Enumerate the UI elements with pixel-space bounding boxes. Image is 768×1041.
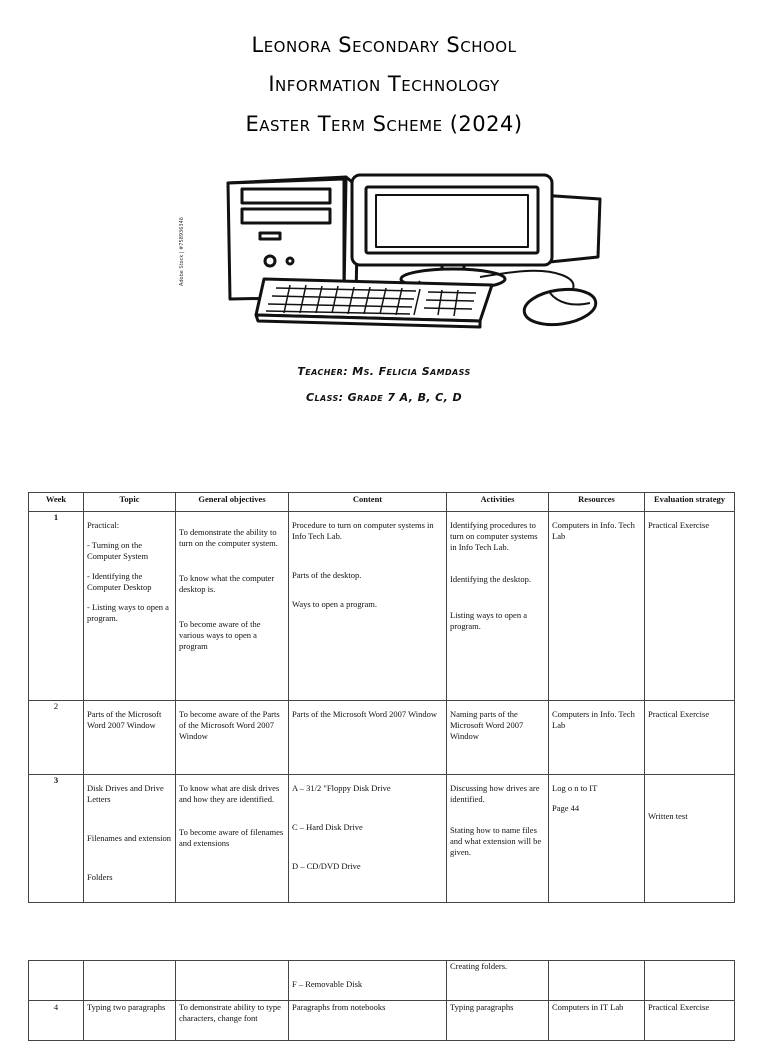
evaluation-line: Practical Exercise <box>648 520 710 530</box>
week-cell: 3 <box>29 775 84 903</box>
topic-line: Practical: <box>87 520 120 530</box>
resources-cell <box>549 701 645 775</box>
objectives-cell <box>176 701 289 775</box>
topic-cell <box>84 961 176 1001</box>
activity-line: Listing ways to open a program. <box>450 610 527 631</box>
week-cell <box>29 961 84 1001</box>
class-info: Class: Grade 7 A, B, C, D <box>306 391 462 404</box>
content-cell <box>289 775 447 903</box>
evaluation-cell <box>645 701 735 775</box>
week-cell: 1 <box>29 512 84 701</box>
stock-credit: Adobe Stock | #758936346 <box>179 217 185 286</box>
topic-cell <box>84 512 176 701</box>
resources-cell <box>549 775 645 903</box>
objective-line: To know what the computer desktop is. <box>179 573 275 594</box>
topic-line: - Listing ways to open a program. <box>87 602 169 623</box>
resource-line: Log o n to IT <box>552 783 598 793</box>
content-line: F – Removable Disk <box>292 979 363 989</box>
resources-cell <box>549 512 645 701</box>
evaluation-cell <box>645 512 735 701</box>
resources-cell <box>549 961 645 1001</box>
objective-line: To become aware of the various ways to open a program <box>179 619 261 651</box>
topic-line: Parts of the Microsoft Word 2007 Window <box>87 709 162 730</box>
topic-line: - Identifying the Computer Desktop <box>87 571 152 592</box>
evaluation-cell: Practical Exercise <box>645 1001 735 1041</box>
objectives-cell <box>176 775 289 903</box>
table-header-row <box>29 493 735 512</box>
objective-line: To become aware of filenames and extensions <box>179 827 284 848</box>
activity-line: Stating how to name files and what extension will be given. <box>450 825 542 857</box>
content-line: C – Hard Disk Drive <box>292 822 363 832</box>
objectives-cell: To demonstrate ability to type characters, change font <box>176 1001 289 1041</box>
col-content: Content <box>289 493 447 512</box>
evaluation-cell <box>645 961 735 1001</box>
activity-line: Identifying the desktop. <box>450 574 531 584</box>
table-row <box>29 512 735 701</box>
topic-line: Filenames and extension <box>87 833 172 843</box>
topic-line: Folders <box>87 872 113 882</box>
topic-cell <box>84 775 176 903</box>
objective-line: To become aware of the Parts of the Microsoft Word 2007 Window <box>179 709 280 741</box>
table-row <box>29 961 735 1001</box>
scheme-table-continued <box>28 960 735 1041</box>
activity-line: Naming parts of the Microsoft Word 2007 Window <box>450 709 524 741</box>
subject-title: Information Technology <box>268 72 500 96</box>
table-row <box>29 775 735 903</box>
col-evaluation: Evaluation strategy <box>645 493 735 512</box>
content-line: Parts of the desktop. <box>292 570 362 580</box>
objectives-cell <box>176 512 289 701</box>
col-week: Week <box>29 493 84 512</box>
resources-cell: Computers in IT Lab <box>549 1001 645 1041</box>
table-row <box>29 1001 735 1041</box>
col-topic: Topic <box>84 493 176 512</box>
topic-cell: Typing two paragraphs <box>84 1001 176 1041</box>
evaluation-line: Practical Exercise <box>648 709 710 719</box>
content-line: A – 31/2 "Floppy Disk Drive <box>292 783 391 793</box>
content-line: D – CD/DVD Drive <box>292 861 361 871</box>
week-cell: 2 <box>29 701 84 775</box>
table-row <box>29 701 735 775</box>
content-cell: Paragraphs from notebooks <box>289 1001 447 1041</box>
col-resources: Resources <box>549 493 645 512</box>
school-name: Leonora Secondary School <box>251 33 517 57</box>
activities-cell <box>447 775 549 903</box>
objective-line: To demonstrate the ability to turn on the computer system. <box>179 527 278 548</box>
activities-cell <box>447 961 549 1001</box>
evaluation-line: Written test <box>648 811 688 821</box>
topic-line: - Turning on the Computer System <box>87 540 149 561</box>
teacher-name: Teacher: Ms. Felicia Samdass <box>297 365 471 378</box>
content-cell <box>289 701 447 775</box>
resource-line: Computers in Info. Tech Lab <box>552 709 635 730</box>
activity-line: Creating folders. <box>450 961 508 971</box>
col-objectives: General objectives <box>176 493 289 512</box>
objective-line: To know what are disk drives and how they are identified. <box>179 783 280 804</box>
content-line: Ways to open a program. <box>292 599 377 609</box>
topic-cell <box>84 701 176 775</box>
content-cell <box>289 961 447 1001</box>
content-line: Procedure to turn on computer systems in Info Tech Lab. <box>292 520 434 541</box>
activities-cell <box>447 512 549 701</box>
week-cell: 4 <box>29 1001 84 1041</box>
content-cell <box>289 512 447 701</box>
topic-line: Disk Drives and Drive Letters <box>87 783 164 804</box>
resource-line: Computers in Info. Tech Lab <box>552 520 635 541</box>
scheme-title: Easter Term Scheme (2024) <box>245 112 523 136</box>
computer-illustration <box>180 147 640 347</box>
resource-line: Page 44 <box>552 803 580 813</box>
activity-line: Identifying procedures to turn on computer systems in Info Tech Lab. <box>450 520 538 552</box>
evaluation-cell <box>645 775 735 903</box>
activities-cell <box>447 701 549 775</box>
scheme-table <box>28 492 735 903</box>
content-line: Parts of the Microsoft Word 2007 Window <box>292 709 438 719</box>
activity-line: Discussing how drives are identified. <box>450 783 540 804</box>
objectives-cell <box>176 961 289 1001</box>
col-activities: Activities <box>447 493 549 512</box>
activities-cell: Typing paragraphs <box>447 1001 549 1041</box>
